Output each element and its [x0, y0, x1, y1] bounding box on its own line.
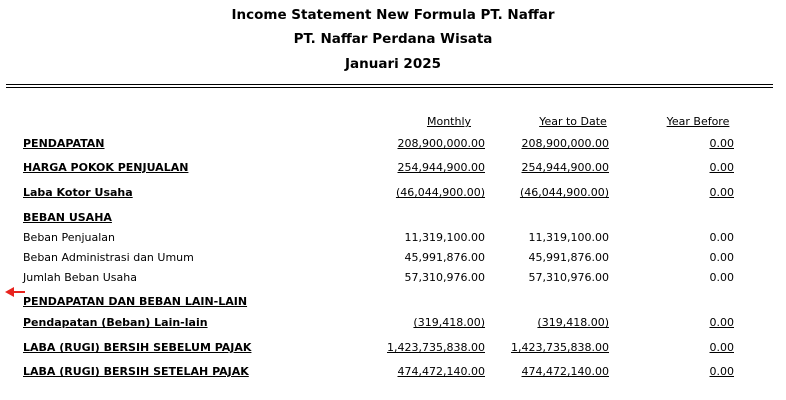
section-label: PENDAPATAN DAN BEBAN LAIN-LAIN: [23, 295, 248, 308]
header-rule-bottom: [6, 87, 773, 88]
year-before-value: 0.00: [709, 186, 734, 199]
row-label: Beban Administrasi dan Umum: [23, 251, 194, 264]
ytd-value: 1,423,735,838.00: [511, 341, 609, 354]
col-header-monthly: Monthly: [426, 115, 472, 128]
monthly-value: 45,991,876.00: [404, 251, 485, 264]
year-before-value: 0.00: [709, 161, 734, 174]
monthly-value: 11,319,100.00: [404, 231, 485, 244]
monthly-value: (319,418.00): [413, 316, 485, 329]
ytd-value: 474,472,140.00: [521, 365, 609, 378]
row-label: LABA (RUGI) BERSIH SEBELUM PAJAK: [23, 341, 252, 354]
year-before-value: 0.00: [709, 251, 734, 264]
row-label: Laba Kotor Usaha: [23, 186, 133, 199]
monthly-value: 57,310,976.00: [404, 271, 485, 284]
row-label: Pendapatan (Beban) Lain-lain: [23, 316, 208, 329]
row-label: LABA (RUGI) BERSIH SETELAH PAJAK: [23, 365, 249, 378]
header-rule-top: [6, 84, 773, 85]
row-label: PENDAPATAN: [23, 137, 105, 150]
report-period: Januari 2025: [344, 56, 442, 72]
section-label: BEBAN USAHA: [23, 211, 112, 224]
row-label: Beban Penjualan: [23, 231, 116, 244]
ytd-value: 45,991,876.00: [528, 251, 609, 264]
ytd-value: 254,944,900.00: [521, 161, 609, 174]
report-title: Income Statement New Formula PT. Naffar: [231, 7, 555, 23]
year-before-value: 0.00: [709, 137, 734, 150]
ytd-value: (319,418.00): [537, 316, 609, 329]
col-header-year-before: Year Before: [666, 115, 730, 128]
ytd-value: (46,044,900.00): [519, 186, 609, 199]
monthly-value: 474,472,140.00: [397, 365, 485, 378]
ytd-value: 11,319,100.00: [528, 231, 609, 244]
monthly-value: 254,944,900.00: [397, 161, 485, 174]
row-label: HARGA POKOK PENJUALAN: [23, 161, 189, 174]
monthly-value: 1,423,735,838.00: [387, 341, 485, 354]
year-before-value: 0.00: [709, 316, 734, 329]
col-header-ytd: Year to Date: [539, 115, 607, 128]
year-before-value: 0.00: [709, 271, 734, 284]
ytd-value: 208,900,000.00: [521, 137, 609, 150]
ytd-value: 57,310,976.00: [528, 271, 609, 284]
year-before-value: 0.00: [709, 231, 734, 244]
year-before-value: 0.00: [709, 365, 734, 378]
monthly-value: 208,900,000.00: [397, 137, 485, 150]
row-label: Jumlah Beban Usaha: [23, 271, 137, 284]
monthly-value: (46,044,900.00): [395, 186, 485, 199]
company-name: PT. Naffar Perdana Wisata: [293, 31, 493, 47]
year-before-value: 0.00: [709, 341, 734, 354]
